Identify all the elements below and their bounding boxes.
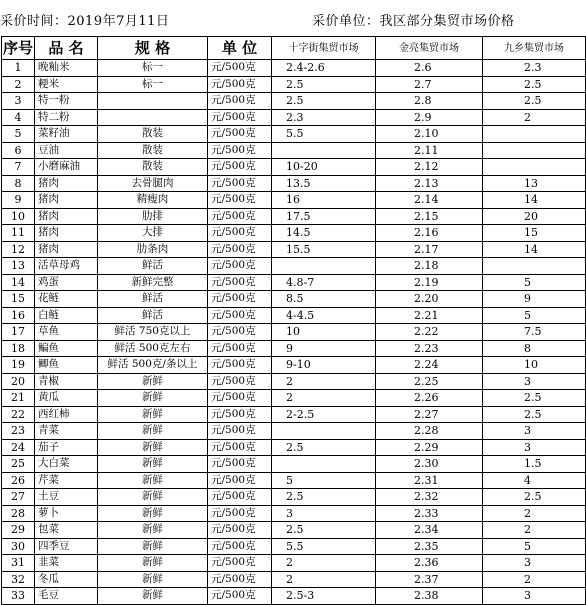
- table-row: [2, 258, 586, 275]
- cell-unit: 元/500克: [208, 588, 272, 605]
- table-row: [2, 241, 586, 258]
- cell-market-2-price: 2.16: [376, 225, 483, 242]
- cell-market-2-price: 2.35: [376, 538, 483, 555]
- cell-market-2-price: 2.29: [376, 439, 483, 456]
- cell-no: 18: [2, 340, 35, 357]
- table-row: [2, 274, 586, 291]
- table-row: [2, 538, 586, 555]
- cell-unit: 元/500克: [208, 126, 272, 143]
- cell-market-2-price: 2.15: [376, 208, 483, 225]
- cell-unit: 元/500克: [208, 571, 272, 588]
- cell-name: 土豆: [35, 489, 98, 506]
- cell-market-1-price: 13.5: [272, 175, 376, 192]
- cell-market-2-price: 2.8: [376, 93, 483, 110]
- cell-name: 花鲢: [35, 291, 98, 308]
- cell-name: 萝卜: [35, 505, 98, 522]
- table-row: [2, 76, 586, 93]
- cell-no: 28: [2, 505, 35, 522]
- cell-name: 粳米: [35, 76, 98, 93]
- table-row: [2, 340, 586, 357]
- table-row: [2, 60, 586, 77]
- cell-market-1-price: 9-10: [272, 357, 376, 374]
- cell-unit: 元/500克: [208, 159, 272, 176]
- cell-spec: 新鲜: [98, 456, 208, 473]
- cell-no: 15: [2, 291, 35, 308]
- cell-name: 四季豆: [35, 538, 98, 555]
- cell-market-2-price: 2.31: [376, 472, 483, 489]
- cell-no: 22: [2, 406, 35, 423]
- cell-spec: 散装: [98, 142, 208, 159]
- cell-market-1-price: 4.8-7: [272, 274, 376, 291]
- cell-name: 鸡蛋: [35, 274, 98, 291]
- cell-spec: 大排: [98, 225, 208, 242]
- cell-no: 33: [2, 588, 35, 605]
- cell-no: 11: [2, 225, 35, 242]
- cell-market-3-price: [483, 159, 586, 176]
- cell-market-1-price: 5.5: [272, 538, 376, 555]
- table-row: [2, 390, 586, 407]
- cell-name: 青菜: [35, 423, 98, 440]
- cell-unit: 元/500克: [208, 241, 272, 258]
- cell-market-1-price: 2.5: [272, 522, 376, 539]
- cell-name: 西红柿: [35, 406, 98, 423]
- cell-spec: 新鲜: [98, 538, 208, 555]
- header-row: [2, 37, 586, 60]
- cell-market-3-price: 2: [483, 109, 586, 126]
- table-row: [2, 489, 586, 506]
- cell-market-3-price: 14: [483, 192, 586, 209]
- cell-no: 30: [2, 538, 35, 555]
- cell-name: 猪肉: [35, 225, 98, 242]
- cell-name: 冬瓜: [35, 571, 98, 588]
- table-row: [2, 208, 586, 225]
- table-row: [2, 472, 586, 489]
- table-row: [2, 423, 586, 440]
- cell-market-1-price: 14.5: [272, 225, 376, 242]
- cell-name: 青椒: [35, 373, 98, 390]
- cell-market-3-price: 4: [483, 472, 586, 489]
- cell-name: 茄子: [35, 439, 98, 456]
- table-row: [2, 93, 586, 110]
- cell-no: 6: [2, 142, 35, 159]
- table-row: [2, 373, 586, 390]
- cell-market-2-price: 2.22: [376, 324, 483, 341]
- cell-spec: 标一: [98, 60, 208, 77]
- table-row: [2, 109, 586, 126]
- cell-market-2-price: 2.38: [376, 588, 483, 605]
- cell-spec: 新鲜: [98, 522, 208, 539]
- cell-name: 菜籽油: [35, 126, 98, 143]
- cell-market-3-price: 1.5: [483, 456, 586, 473]
- cell-spec: 新鲜: [98, 472, 208, 489]
- table-row: [2, 142, 586, 159]
- cell-no: 7: [2, 159, 35, 176]
- cell-name: 猪肉: [35, 241, 98, 258]
- cell-name: 白鲢: [35, 307, 98, 324]
- cell-name: 鳊鱼: [35, 340, 98, 357]
- cell-market-2-price: 2.13: [376, 175, 483, 192]
- cell-unit: 元/500克: [208, 456, 272, 473]
- cell-market-2-price: 2.28: [376, 423, 483, 440]
- cell-spec: 新鲜: [98, 571, 208, 588]
- cell-market-3-price: 14: [483, 241, 586, 258]
- table-row: [2, 192, 586, 209]
- cell-unit: 元/500克: [208, 274, 272, 291]
- cell-unit: 元/500克: [208, 93, 272, 110]
- cell-spec: 新鲜: [98, 423, 208, 440]
- cell-market-3-price: 3: [483, 423, 586, 440]
- cell-unit: 元/500克: [208, 357, 272, 374]
- cell-name: 猪肉: [35, 208, 98, 225]
- cell-no: 9: [2, 192, 35, 209]
- cell-market-3-price: 3: [483, 555, 586, 572]
- cell-market-2-price: 2.10: [376, 126, 483, 143]
- cell-no: 4: [2, 109, 35, 126]
- cell-market-3-price: 15: [483, 225, 586, 242]
- cell-market-2-price: 2.36: [376, 555, 483, 572]
- cell-name: 特一粉: [35, 93, 98, 110]
- cell-spec: 精瘦肉: [98, 192, 208, 209]
- cell-no: 24: [2, 439, 35, 456]
- cell-market-2-price: 2.12: [376, 159, 483, 176]
- cell-unit: 元/500克: [208, 489, 272, 506]
- cell-unit: 元/500克: [208, 340, 272, 357]
- cell-no: 29: [2, 522, 35, 539]
- cell-market-3-price: [483, 258, 586, 275]
- cell-market-1-price: 15.5: [272, 241, 376, 258]
- cell-market-3-price: 2.5: [483, 489, 586, 506]
- table-row: [2, 571, 586, 588]
- cell-market-1-price: 5: [272, 472, 376, 489]
- cell-name: 黄瓜: [35, 390, 98, 407]
- cell-no: 17: [2, 324, 35, 341]
- cell-unit: 元/500克: [208, 175, 272, 192]
- cell-market-3-price: 2.5: [483, 76, 586, 93]
- cell-market-3-price: 7.5: [483, 324, 586, 341]
- table-row: [2, 588, 586, 605]
- cell-no: 16: [2, 307, 35, 324]
- cell-name: 晚籼米: [35, 60, 98, 77]
- cell-no: 1: [2, 60, 35, 77]
- cell-unit: 元/500克: [208, 472, 272, 489]
- cell-no: 25: [2, 456, 35, 473]
- col-header-market-3: 九乡集贸市场: [483, 37, 586, 60]
- cell-spec: 新鲜: [98, 588, 208, 605]
- cell-market-3-price: 2: [483, 522, 586, 539]
- cell-market-1-price: [272, 142, 376, 159]
- cell-market-2-price: 2.6: [376, 60, 483, 77]
- cell-market-2-price: 2.17: [376, 241, 483, 258]
- cell-name: 活草母鸡: [35, 258, 98, 275]
- cell-market-1-price: [272, 456, 376, 473]
- cell-market-3-price: [483, 142, 586, 159]
- cell-market-2-price: 2.11: [376, 142, 483, 159]
- cell-market-1-price: 2.5: [272, 439, 376, 456]
- table-row: [2, 456, 586, 473]
- cell-market-2-price: 2.23: [376, 340, 483, 357]
- cell-spec: 新鲜: [98, 406, 208, 423]
- cell-unit: 元/500克: [208, 76, 272, 93]
- cell-market-1-price: 2.5: [272, 76, 376, 93]
- cell-market-2-price: 2.21: [376, 307, 483, 324]
- cell-no: 5: [2, 126, 35, 143]
- cell-spec: 新鲜: [98, 390, 208, 407]
- cell-market-2-price: 2.33: [376, 505, 483, 522]
- cell-market-2-price: 2.25: [376, 373, 483, 390]
- cell-no: 3: [2, 93, 35, 110]
- cell-spec: [98, 93, 208, 110]
- cell-market-3-price: 5: [483, 307, 586, 324]
- cell-name: 猪肉: [35, 192, 98, 209]
- cell-market-1-price: 10-20: [272, 159, 376, 176]
- col-header-unit: 单 位: [208, 37, 272, 60]
- cell-market-3-price: 13: [483, 175, 586, 192]
- table-row: [2, 159, 586, 176]
- cell-spec: 鲜活 500克左右: [98, 340, 208, 357]
- cell-name: 毛豆: [35, 588, 98, 605]
- cell-spec: 新鲜: [98, 373, 208, 390]
- cell-unit: 元/500克: [208, 291, 272, 308]
- cell-no: 26: [2, 472, 35, 489]
- col-header-spec: 规 格: [98, 37, 208, 60]
- cell-market-2-price: 2.34: [376, 522, 483, 539]
- cell-market-3-price: 5: [483, 538, 586, 555]
- cell-market-2-price: 2.26: [376, 390, 483, 407]
- table-row: [2, 324, 586, 341]
- cell-market-1-price: 2: [272, 390, 376, 407]
- cell-name: 大白菜: [35, 456, 98, 473]
- cell-market-3-price: 2: [483, 571, 586, 588]
- cell-unit: 元/500克: [208, 406, 272, 423]
- col-header-name: 品 名: [35, 37, 98, 60]
- cell-no: 27: [2, 489, 35, 506]
- cell-market-1-price: 2.3: [272, 109, 376, 126]
- cell-spec: 去骨腿肉: [98, 175, 208, 192]
- cell-market-1-price: 2.5-3: [272, 588, 376, 605]
- table-row: [2, 406, 586, 423]
- document-header: [0, 0, 586, 36]
- cell-market-2-price: 2.32: [376, 489, 483, 506]
- table-row: [2, 357, 586, 374]
- cell-no: 20: [2, 373, 35, 390]
- cell-unit: 元/500克: [208, 208, 272, 225]
- cell-spec: 标一: [98, 76, 208, 93]
- cell-market-2-price: 2.19: [376, 274, 483, 291]
- date-label: 采价时间：2019年7月11日: [0, 14, 170, 29]
- cell-spec: 肋条肉: [98, 241, 208, 258]
- cell-market-3-price: 2.5: [483, 406, 586, 423]
- cell-market-1-price: 2.5: [272, 93, 376, 110]
- cell-market-2-price: 2.37: [376, 571, 483, 588]
- cell-market-2-price: 2.14: [376, 192, 483, 209]
- cell-name: 包菜: [35, 522, 98, 539]
- cell-market-3-price: 3: [483, 439, 586, 456]
- cell-unit: 元/500克: [208, 423, 272, 440]
- cell-market-3-price: 2.3: [483, 60, 586, 77]
- col-header-market-1: 十字街集贸市场: [272, 37, 376, 60]
- cell-no: 21: [2, 390, 35, 407]
- cell-spec: 鲜活 750克以上: [98, 324, 208, 341]
- cell-market-1-price: 3: [272, 505, 376, 522]
- cell-spec: 鲜活: [98, 307, 208, 324]
- cell-unit: 元/500克: [208, 307, 272, 324]
- cell-unit: 元/500克: [208, 505, 272, 522]
- table-row: [2, 522, 586, 539]
- cell-unit: 元/500克: [208, 142, 272, 159]
- cell-market-3-price: 5: [483, 274, 586, 291]
- cell-market-3-price: 2.5: [483, 390, 586, 407]
- cell-market-3-price: 2.5: [483, 93, 586, 110]
- cell-market-1-price: 2.5: [272, 489, 376, 506]
- table-row: [2, 175, 586, 192]
- cell-market-1-price: 2: [272, 571, 376, 588]
- cell-unit: 元/500克: [208, 192, 272, 209]
- cell-market-1-price: 2: [272, 373, 376, 390]
- cell-spec: 肋排: [98, 208, 208, 225]
- cell-market-3-price: 2: [483, 505, 586, 522]
- cell-spec: 新鲜完整: [98, 274, 208, 291]
- cell-market-1-price: 2.4-2.6: [272, 60, 376, 77]
- cell-no: 10: [2, 208, 35, 225]
- table-row: [2, 555, 586, 572]
- cell-market-1-price: 9: [272, 340, 376, 357]
- cell-spec: 新鲜: [98, 489, 208, 506]
- table-row: [2, 291, 586, 308]
- cell-market-1-price: 5.5: [272, 126, 376, 143]
- cell-spec: 新鲜: [98, 505, 208, 522]
- cell-name: 特二粉: [35, 109, 98, 126]
- cell-unit: 元/500克: [208, 390, 272, 407]
- cell-no: 32: [2, 571, 35, 588]
- cell-unit: 元/500克: [208, 258, 272, 275]
- col-header-no: 序号: [2, 37, 35, 60]
- cell-no: 8: [2, 175, 35, 192]
- cell-unit: 元/500克: [208, 522, 272, 539]
- cell-spec: 新鲜: [98, 555, 208, 572]
- table-row: [2, 307, 586, 324]
- cell-market-1-price: [272, 258, 376, 275]
- cell-no: 23: [2, 423, 35, 440]
- cell-market-2-price: 2.30: [376, 456, 483, 473]
- cell-market-2-price: 2.9: [376, 109, 483, 126]
- cell-name: 芹菜: [35, 472, 98, 489]
- cell-market-3-price: 3: [483, 588, 586, 605]
- cell-market-1-price: 8.5: [272, 291, 376, 308]
- cell-spec: 鲜活: [98, 258, 208, 275]
- cell-market-3-price: 8: [483, 340, 586, 357]
- cell-market-2-price: 2.7: [376, 76, 483, 93]
- cell-market-3-price: 20: [483, 208, 586, 225]
- cell-no: 14: [2, 274, 35, 291]
- table-row: [2, 439, 586, 456]
- cell-unit: 元/500克: [208, 439, 272, 456]
- cell-unit: 元/500克: [208, 324, 272, 341]
- cell-no: 31: [2, 555, 35, 572]
- cell-market-2-price: 2.20: [376, 291, 483, 308]
- cell-no: 2: [2, 76, 35, 93]
- cell-market-2-price: 2.24: [376, 357, 483, 374]
- cell-market-1-price: 4-4.5: [272, 307, 376, 324]
- cell-spec: 散装: [98, 159, 208, 176]
- cell-name: 韭菜: [35, 555, 98, 572]
- cell-market-3-price: 3: [483, 373, 586, 390]
- cell-name: 鲫鱼: [35, 357, 98, 374]
- cell-unit: 元/500克: [208, 225, 272, 242]
- cell-market-1-price: 10: [272, 324, 376, 341]
- cell-unit: 元/500克: [208, 60, 272, 77]
- cell-market-1-price: 2: [272, 555, 376, 572]
- table-row: [2, 505, 586, 522]
- cell-unit: 元/500克: [208, 373, 272, 390]
- cell-name: 小磨麻油: [35, 159, 98, 176]
- cell-name: 豆油: [35, 142, 98, 159]
- cell-market-1-price: 16: [272, 192, 376, 209]
- cell-name: 猪肉: [35, 175, 98, 192]
- cell-unit: 元/500克: [208, 109, 272, 126]
- table-row: [2, 126, 586, 143]
- cell-spec: 散装: [98, 126, 208, 143]
- cell-spec: 鲜活 500克/条以上: [98, 357, 208, 374]
- cell-market-2-price: 2.27: [376, 406, 483, 423]
- cell-market-2-price: 2.18: [376, 258, 483, 275]
- cell-market-1-price: [272, 423, 376, 440]
- cell-unit: 元/500克: [208, 538, 272, 555]
- cell-market-3-price: 10: [483, 357, 586, 374]
- cell-no: 19: [2, 357, 35, 374]
- cell-spec: 新鲜: [98, 439, 208, 456]
- table-body: [2, 60, 586, 605]
- cell-no: 12: [2, 241, 35, 258]
- cell-no: 13: [2, 258, 35, 275]
- cell-spec: [98, 109, 208, 126]
- unit-label: 采价单位：我区部分集贸市场价格: [312, 14, 515, 29]
- cell-spec: 鲜活: [98, 291, 208, 308]
- cell-market-3-price: [483, 126, 586, 143]
- cell-market-1-price: 17.5: [272, 208, 376, 225]
- table-row: [2, 225, 586, 242]
- col-header-market-2: 金亮集贸市场: [376, 37, 483, 60]
- price-table: [1, 36, 586, 605]
- cell-unit: 元/500克: [208, 555, 272, 572]
- cell-name: 草鱼: [35, 324, 98, 341]
- cell-market-3-price: 9: [483, 291, 586, 308]
- cell-market-1-price: 2-2.5: [272, 406, 376, 423]
